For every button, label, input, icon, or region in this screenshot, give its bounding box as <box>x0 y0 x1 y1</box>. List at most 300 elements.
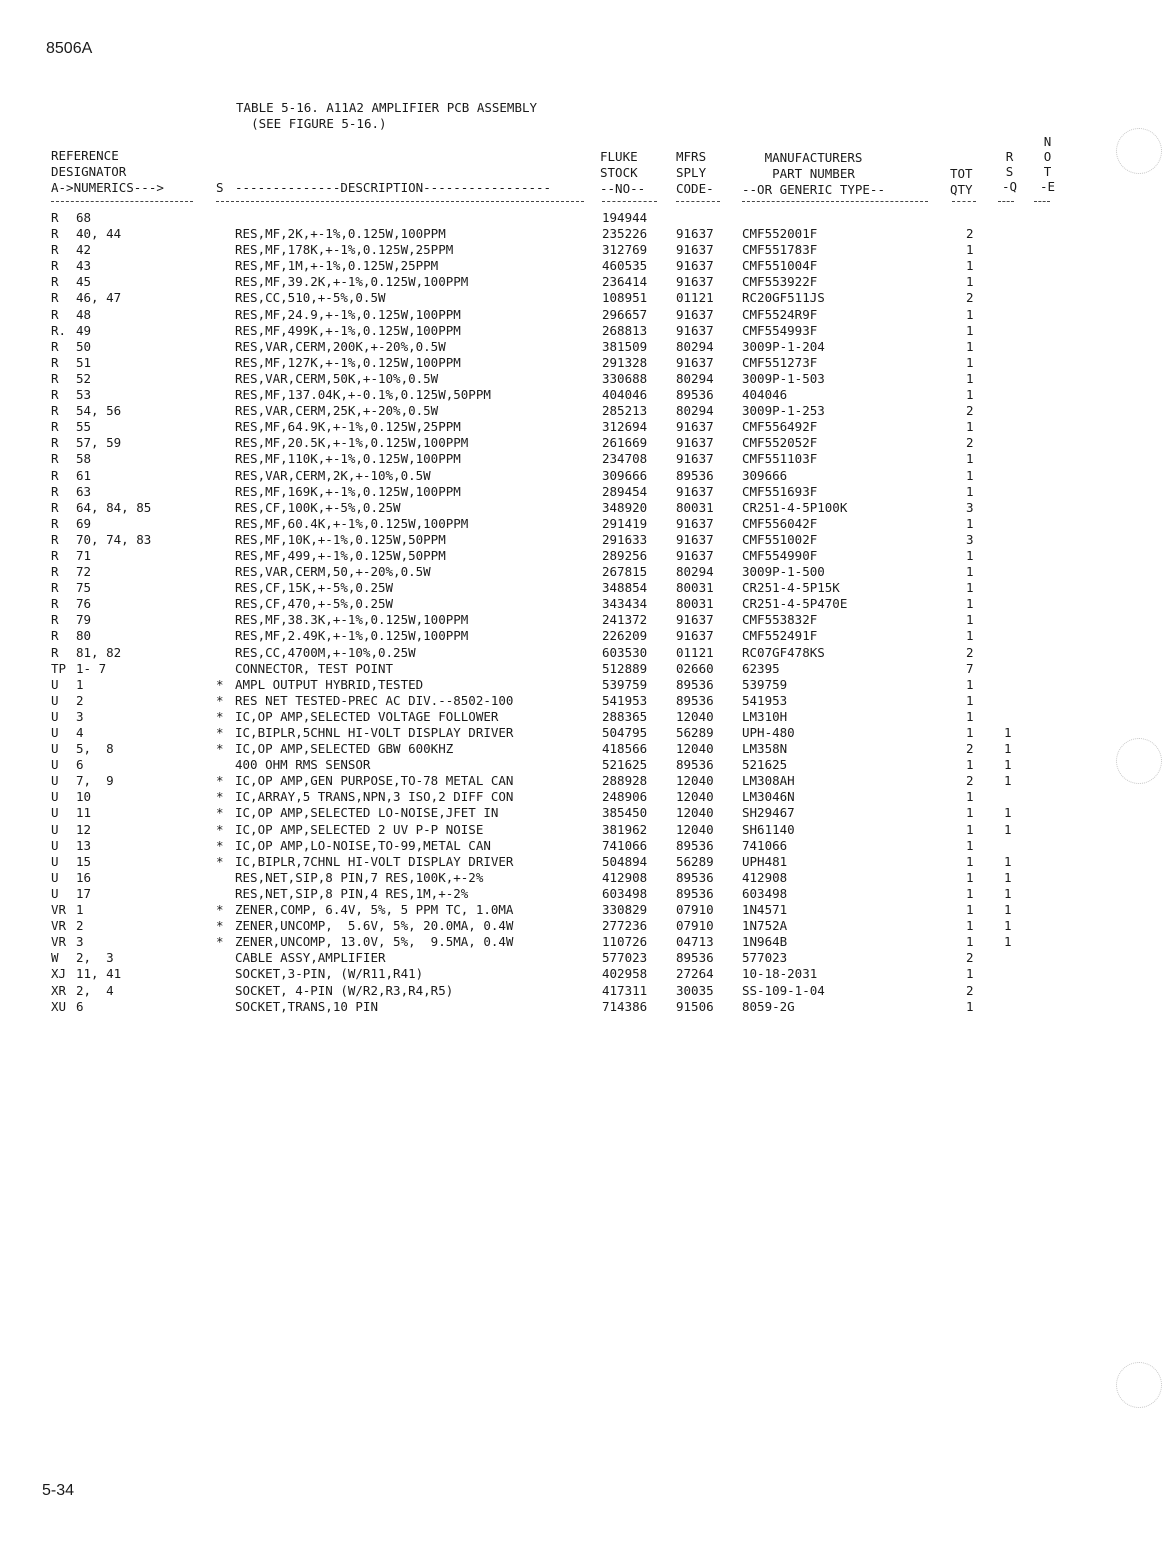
ref-numbers: 3 <box>76 708 84 724</box>
total-qty: 1 <box>966 708 974 724</box>
ref-prefix: R <box>51 467 59 483</box>
fluke-stock-no: 603530 <box>602 644 648 660</box>
ref-prefix: R <box>51 226 59 242</box>
total-qty: 1 <box>966 628 974 644</box>
mfrs-code: 27264 <box>676 966 714 982</box>
table-row <box>0 773 1176 789</box>
part-number: CMF553922F <box>742 274 818 290</box>
table-row <box>0 435 1176 451</box>
special-marker: * <box>216 741 224 757</box>
mfrs-code: 02660 <box>676 660 714 676</box>
ref-prefix: R <box>51 354 59 370</box>
ref-prefix: U <box>51 676 59 692</box>
part-number: 1N964B <box>742 934 788 950</box>
ref-prefix: U <box>51 885 59 901</box>
ref-numbers: 11 <box>76 805 92 821</box>
description: RES,MF,110K,+-1%,0.125W,100PPM <box>235 451 461 467</box>
table-row <box>0 339 1176 355</box>
description: SOCKET,TRANS,10 PIN <box>235 998 378 1014</box>
part-number: 603498 <box>742 885 788 901</box>
fluke-stock-no: 261669 <box>602 435 648 451</box>
total-qty: 1 <box>966 467 974 483</box>
header-s: S <box>216 180 224 195</box>
table-title <box>236 100 537 132</box>
ref-prefix: TP <box>51 660 67 676</box>
table-row <box>0 274 1176 290</box>
ref-numbers: 15 <box>76 853 92 869</box>
ref-prefix: R <box>51 483 59 499</box>
ref-numbers: 11, 41 <box>76 966 122 982</box>
special-marker: * <box>216 789 224 805</box>
part-number: 541953 <box>742 692 788 708</box>
fluke-stock-no: 236414 <box>602 274 648 290</box>
header-rule-code <box>676 201 720 202</box>
part-number: 577023 <box>742 950 788 966</box>
part-number: UPH481 <box>742 853 788 869</box>
table-row <box>0 902 1176 918</box>
description: RES,MF,137.04K,+-0.1%,0.125W,50PPM <box>235 387 491 403</box>
ref-numbers: 12 <box>76 821 92 837</box>
ref-prefix: R <box>51 644 59 660</box>
special-marker: * <box>216 708 224 724</box>
fluke-stock-no: 268813 <box>602 322 648 338</box>
description: RES,MF,39.2K,+-1%,0.125W,100PPM <box>235 274 469 290</box>
table-row <box>0 870 1176 886</box>
mfrs-code: 80031 <box>676 499 714 515</box>
ref-numbers: 46, 47 <box>76 290 122 306</box>
ref-prefix: R <box>51 628 59 644</box>
total-qty: 1 <box>966 725 974 740</box>
total-qty: 1 <box>966 483 974 499</box>
mfrs-code: 80294 <box>676 564 714 580</box>
part-number: 309666 <box>742 467 788 483</box>
ref-prefix: R <box>51 547 59 563</box>
part-number: 3009P-1-253 <box>742 403 825 419</box>
mfrs-code: 91637 <box>676 435 714 451</box>
table-row <box>0 999 1176 1015</box>
part-number: CMF551002F <box>742 531 818 547</box>
ref-prefix: R <box>51 274 59 290</box>
ref-numbers: 40, 44 <box>76 226 122 242</box>
ref-prefix: U <box>51 869 59 885</box>
mfrs-code: 80031 <box>676 596 714 612</box>
mfrs-code: 91637 <box>676 515 714 531</box>
total-qty: 2 <box>966 741 974 757</box>
total-qty: 1 <box>966 596 974 612</box>
total-qty: 1 <box>966 258 974 274</box>
fluke-stock-no: 330688 <box>602 370 648 386</box>
total-qty: 1 <box>966 451 974 467</box>
table-row <box>0 226 1176 242</box>
table-row <box>0 468 1176 484</box>
ref-prefix: U <box>51 773 59 789</box>
ref-prefix: XU <box>51 998 67 1014</box>
table-row <box>0 387 1176 403</box>
header-rule-part <box>742 201 928 202</box>
table-row <box>0 645 1176 661</box>
total-qty: 2 <box>966 403 974 419</box>
table-row <box>0 677 1176 693</box>
total-qty: 1 <box>966 242 974 258</box>
ref-prefix: R <box>51 387 59 403</box>
ref-prefix: VR <box>51 902 67 918</box>
part-number: CR251-4-5P100K <box>742 499 848 515</box>
part-number: CMF556042F <box>742 515 818 531</box>
part-number: 741066 <box>742 837 788 853</box>
table-row <box>0 210 1176 226</box>
ref-prefix: U <box>51 789 59 805</box>
header-tot-qty: TOT QTY <box>950 166 973 197</box>
description: ZENER,UNCOMP, 5.6V, 5%, 20.0MA, 0.4W <box>235 918 514 934</box>
ref-numbers: 2 <box>76 918 84 934</box>
table-row <box>0 612 1176 628</box>
part-number: 3009P-1-500 <box>742 564 825 580</box>
mfrs-code: 91637 <box>676 258 714 274</box>
fluke-stock-no: 289256 <box>602 547 648 563</box>
mfrs-code: 12040 <box>676 741 714 757</box>
part-number: 539759 <box>742 676 788 692</box>
ref-numbers: 50 <box>76 338 92 354</box>
part-number: CMF551693F <box>742 483 818 499</box>
table-row <box>0 628 1176 644</box>
total-qty: 1 <box>966 821 974 837</box>
ref-numbers: 54, 56 <box>76 403 122 419</box>
description: RES,MF,499,+-1%,0.125W,50PPM <box>235 547 446 563</box>
table-row <box>0 789 1176 805</box>
table-row <box>0 950 1176 966</box>
part-number: CMF554990F <box>742 547 818 563</box>
ref-numbers: 79 <box>76 612 92 628</box>
table-row <box>0 564 1176 580</box>
mfrs-code: 56289 <box>676 725 714 740</box>
part-number: 404046 <box>742 387 788 403</box>
mfrs-code: 89536 <box>676 676 714 692</box>
fluke-stock-no: 288365 <box>602 708 648 724</box>
ref-numbers: 70, 74, 83 <box>76 531 152 547</box>
part-number: LM310H <box>742 708 788 724</box>
ref-numbers: 80 <box>76 628 92 644</box>
total-qty: 1 <box>966 580 974 596</box>
fluke-stock-no: 312694 <box>602 419 648 435</box>
punch-hole-middle <box>1116 738 1162 784</box>
ref-prefix: R <box>51 596 59 612</box>
table-row <box>0 918 1176 934</box>
ref-prefix: W <box>51 950 59 966</box>
mfrs-code: 91637 <box>676 322 714 338</box>
description: SOCKET,3-PIN, (W/R11,R41) <box>235 966 424 982</box>
table-row <box>0 805 1176 821</box>
part-number: CMF551273F <box>742 354 818 370</box>
special-marker: * <box>216 853 224 869</box>
table-row <box>0 500 1176 516</box>
mfrs-code: 01121 <box>676 290 714 306</box>
ref-prefix: U <box>51 708 59 724</box>
ref-prefix: VR <box>51 918 67 934</box>
total-qty: 1 <box>966 547 974 563</box>
description: CONNECTOR, TEST POINT <box>235 660 394 676</box>
header-rule-stock <box>602 201 657 202</box>
mfrs-code: 04713 <box>676 934 714 950</box>
ref-numbers: 10 <box>76 789 92 805</box>
ref-numbers: 53 <box>76 387 92 403</box>
mfrs-code: 80031 <box>676 580 714 596</box>
mfrs-code: 91637 <box>676 274 714 290</box>
mfrs-code: 56289 <box>676 853 714 869</box>
ref-prefix: R <box>51 403 59 419</box>
fluke-stock-no: 714386 <box>602 998 648 1014</box>
mfrs-code: 89536 <box>676 757 714 773</box>
part-number: CMF551103F <box>742 451 818 467</box>
ref-numbers: 7, 9 <box>76 773 114 789</box>
title-line-2: (SEE FIGURE 5-16.) <box>251 116 387 131</box>
fluke-stock-no: 309666 <box>602 467 648 483</box>
table-row <box>0 757 1176 773</box>
mfrs-code: 01121 <box>676 644 714 660</box>
page-number: 5-34 <box>42 1482 75 1499</box>
ref-numbers: 16 <box>76 869 92 885</box>
fluke-stock-no: 285213 <box>602 403 648 419</box>
mfrs-code: 91637 <box>676 483 714 499</box>
table-row <box>0 934 1176 950</box>
ref-numbers: 76 <box>76 596 92 612</box>
fluke-stock-no: 539759 <box>602 676 648 692</box>
table-row <box>0 854 1176 870</box>
mfrs-code: 80294 <box>676 403 714 419</box>
special-marker: * <box>216 773 224 789</box>
fluke-stock-no: 603498 <box>602 885 648 901</box>
mfrs-code: 12040 <box>676 805 714 821</box>
ref-numbers: 43 <box>76 258 92 274</box>
total-qty: 1 <box>966 387 974 403</box>
table-row <box>0 258 1176 274</box>
header-rule-ref <box>51 201 193 202</box>
ref-numbers: 1- 7 <box>76 660 107 676</box>
fluke-stock-no: 235226 <box>602 226 648 242</box>
ref-numbers: 63 <box>76 483 92 499</box>
total-qty: 2 <box>966 982 974 998</box>
total-qty: 1 <box>966 918 974 934</box>
table-row <box>0 290 1176 306</box>
ref-numbers: 3 <box>76 934 84 950</box>
special-marker: * <box>216 918 224 934</box>
ref-numbers: 2, 4 <box>76 982 114 998</box>
recommended-spare-qty: 1 <box>1004 725 1012 740</box>
mfrs-code: 89536 <box>676 885 714 901</box>
description: RES,VAR,CERM,200K,+-20%,0.5W <box>235 338 446 354</box>
part-number: LM3046N <box>742 789 795 805</box>
total-qty: 1 <box>966 612 974 628</box>
total-qty: 1 <box>966 934 974 950</box>
ref-numbers: 48 <box>76 306 92 322</box>
total-qty: 1 <box>966 322 974 338</box>
table-row <box>0 838 1176 854</box>
part-number: 1N4571 <box>742 902 788 918</box>
part-number: SS-109-1-04 <box>742 982 825 998</box>
fluke-stock-no: 348854 <box>602 580 648 596</box>
fluke-stock-no: 418566 <box>602 741 648 757</box>
mfrs-code: 91637 <box>676 354 714 370</box>
fluke-stock-no: 288928 <box>602 773 648 789</box>
total-qty: 2 <box>966 950 974 966</box>
table-row <box>0 966 1176 982</box>
description: RES,CF,15K,+-5%,0.25W <box>235 580 394 596</box>
total-qty: 1 <box>966 338 974 354</box>
header-rule-qty <box>952 201 976 202</box>
fluke-stock-no: 381509 <box>602 338 648 354</box>
total-qty: 3 <box>966 531 974 547</box>
part-number: CR251-4-5P15K <box>742 580 840 596</box>
header-fluke-stock: FLUKE STOCK --NO-- <box>600 149 646 196</box>
ref-numbers: 52 <box>76 370 92 386</box>
ref-numbers: 42 <box>76 242 92 258</box>
ref-prefix: R <box>51 338 59 354</box>
mfrs-code: 12040 <box>676 708 714 724</box>
mfrs-code: 12040 <box>676 821 714 837</box>
ref-numbers: 2, 3 <box>76 950 114 966</box>
ref-numbers: 57, 59 <box>76 435 122 451</box>
header-rule-note <box>1034 201 1050 202</box>
ref-numbers: 64, 84, 85 <box>76 499 152 515</box>
mfrs-code: 89536 <box>676 467 714 483</box>
total-qty: 2 <box>966 226 974 242</box>
ref-numbers: 5, 8 <box>76 741 114 757</box>
part-number: CMF552491F <box>742 628 818 644</box>
part-number: 1N752A <box>742 918 788 934</box>
ref-prefix: U <box>51 741 59 757</box>
part-number: 10-18-2031 <box>742 966 818 982</box>
fluke-stock-no: 291633 <box>602 531 648 547</box>
recommended-spare-qty: 1 <box>1004 934 1012 950</box>
mfrs-code: 80294 <box>676 338 714 354</box>
description: RES,MF,499K,+-1%,0.125W,100PPM <box>235 322 461 338</box>
fluke-stock-no: 194944 <box>602 210 648 225</box>
total-qty: 1 <box>966 837 974 853</box>
recommended-spare-qty: 1 <box>1004 853 1012 869</box>
ref-numbers: 49 <box>76 322 92 338</box>
fluke-stock-no: 248906 <box>602 789 648 805</box>
fluke-stock-no: 241372 <box>602 612 648 628</box>
description: RES,CF,470,+-5%,0.25W <box>235 596 394 612</box>
ref-numbers: 45 <box>76 274 92 290</box>
fluke-stock-no: 330829 <box>602 902 648 918</box>
ref-prefix: U <box>51 821 59 837</box>
mfrs-code: 07910 <box>676 918 714 934</box>
table-row <box>0 725 1176 741</box>
part-number: 521625 <box>742 757 788 773</box>
special-marker: * <box>216 934 224 950</box>
ref-numbers: 1 <box>76 676 84 692</box>
ref-numbers: 13 <box>76 837 92 853</box>
description: RES,MF,64.9K,+-1%,0.125W,25PPM <box>235 419 461 435</box>
table-row <box>0 419 1176 435</box>
ref-prefix: U <box>51 757 59 773</box>
ref-numbers: 58 <box>76 451 92 467</box>
table-row <box>0 532 1176 548</box>
mfrs-code: 07910 <box>676 902 714 918</box>
ref-numbers: 69 <box>76 515 92 531</box>
mfrs-code: 30035 <box>676 982 714 998</box>
ref-prefix: U <box>51 837 59 853</box>
header-mfrs-code: MFRS SPLY CODE- <box>676 149 714 196</box>
mfrs-code: 89536 <box>676 950 714 966</box>
description: RES,VAR,CERM,50,+-20%,0.5W <box>235 564 431 580</box>
mfrs-code: 89536 <box>676 692 714 708</box>
header-rule-rsq <box>998 201 1014 202</box>
description: RES,MF,169K,+-1%,0.125W,100PPM <box>235 483 461 499</box>
description: RES NET TESTED-PREC AC DIV.--8502-100 <box>235 692 514 708</box>
part-number: CMF553832F <box>742 612 818 628</box>
fluke-stock-no: 417311 <box>602 982 648 998</box>
description: SOCKET, 4-PIN (W/R2,R3,R4,R5) <box>235 982 454 998</box>
ref-prefix: R <box>51 499 59 515</box>
total-qty: 1 <box>966 885 974 901</box>
table-row <box>0 886 1176 902</box>
total-qty: 1 <box>966 515 974 531</box>
ref-numbers: 55 <box>76 419 92 435</box>
header-reference-designator: REFERENCE DESIGNATOR A->NUMERICS---> <box>51 148 164 195</box>
table-row <box>0 355 1176 371</box>
total-qty: 1 <box>966 789 974 805</box>
part-number: CMF556492F <box>742 419 818 435</box>
description: RES,MF,1M,+-1%,0.125W,25PPM <box>235 258 439 274</box>
ref-prefix: R <box>51 290 59 306</box>
table-row <box>0 661 1176 677</box>
recommended-spare-qty: 1 <box>1004 821 1012 837</box>
fluke-stock-no: 404046 <box>602 387 648 403</box>
table-row <box>0 242 1176 258</box>
total-qty: 1 <box>966 998 974 1014</box>
description: RES,VAR,CERM,50K,+-10%,0.5W <box>235 370 439 386</box>
description: RES,VAR,CERM,25K,+-20%,0.5W <box>235 403 439 419</box>
description: IC,BIPLR,5CHNL HI-VOLT DISPLAY DRIVER <box>235 725 514 740</box>
part-number: 3009P-1-204 <box>742 338 825 354</box>
description: AMPL OUTPUT HYBRID,TESTED <box>235 676 424 692</box>
part-number: LM358N <box>742 741 788 757</box>
recommended-spare-qty: 1 <box>1004 885 1012 901</box>
part-number: RC07GF478KS <box>742 644 825 660</box>
fluke-stock-no: 460535 <box>602 258 648 274</box>
header-manufacturers-part: MANUFACTURERS PART NUMBER --OR GENERIC TYPE-- <box>742 150 885 197</box>
ref-prefix: R <box>51 612 59 628</box>
total-qty: 1 <box>966 676 974 692</box>
fluke-stock-no: 381962 <box>602 821 648 837</box>
total-qty: 1 <box>966 966 974 982</box>
mfrs-code: 12040 <box>676 789 714 805</box>
description: RES,MF,178K,+-1%,0.125W,25PPM <box>235 242 454 258</box>
total-qty: 2 <box>966 773 974 789</box>
mfrs-code: 91637 <box>676 547 714 563</box>
fluke-stock-no: 110726 <box>602 934 648 950</box>
ref-numbers: 75 <box>76 580 92 596</box>
fluke-stock-no: 234708 <box>602 451 648 467</box>
ref-prefix: R <box>51 531 59 547</box>
ref-prefix: R <box>51 306 59 322</box>
description: RES,MF,2K,+-1%,0.125W,100PPM <box>235 226 446 242</box>
part-number: CMF5524R9F <box>742 306 818 322</box>
total-qty: 1 <box>966 869 974 885</box>
description: IC,OP AMP,SELECTED 2 UV P-P NOISE <box>235 821 484 837</box>
total-qty: 1 <box>966 902 974 918</box>
mfrs-code: 89536 <box>676 387 714 403</box>
special-marker: * <box>216 821 224 837</box>
description: IC,BIPLR,7CHNL HI-VOLT DISPLAY DRIVER <box>235 853 514 869</box>
description: IC,ARRAY,5 TRANS,NPN,3 ISO,2 DIFF CON <box>235 789 514 805</box>
special-marker: * <box>216 837 224 853</box>
description: ZENER,UNCOMP, 13.0V, 5%, 9.5MA, 0.4W <box>235 934 514 950</box>
table-row <box>0 403 1176 419</box>
ref-prefix: U <box>51 805 59 821</box>
description: RES,NET,SIP,8 PIN,4 RES,1M,+-2% <box>235 885 469 901</box>
